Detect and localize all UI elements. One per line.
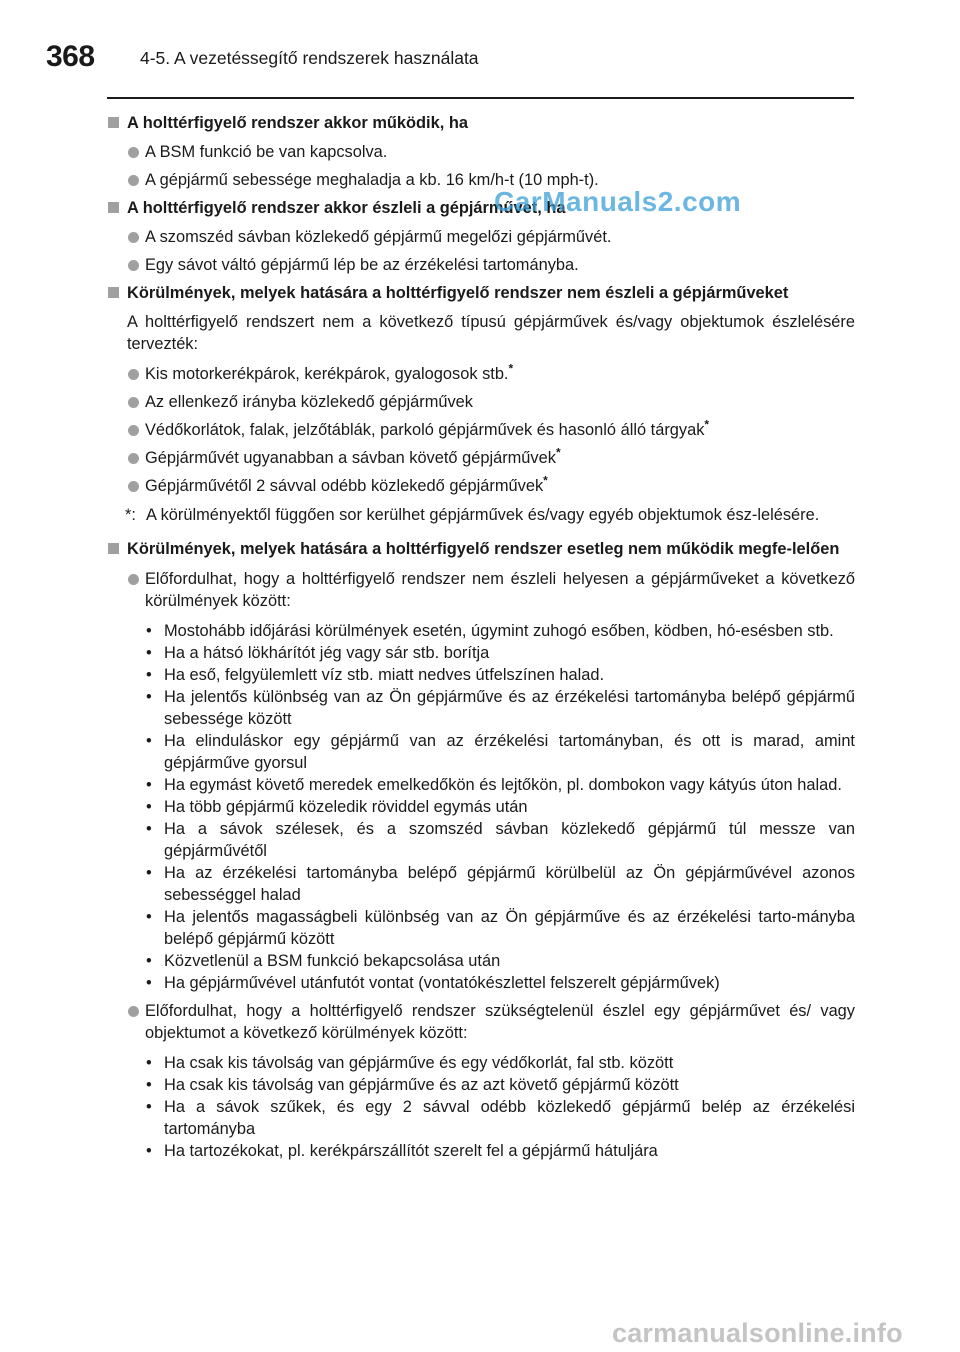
- sub-bullet-mark: •: [146, 974, 152, 992]
- square-marker-icon: [108, 202, 119, 213]
- sub-list-item: • Ha csak kis távolság van gépjárműve és az azt követő gépjármű között: [146, 1076, 679, 1094]
- sub-list-item: • Ha a sávok szűkek, és egy 2 sávval odébb közlekedő gépjármű belép az érzékelési tartományba: [146, 1098, 855, 1138]
- footnote-star: *: [555, 445, 561, 460]
- sub-list-item: • Ha csak kis távolság van gépjárműve és egy védőkorlát, fal stb. között: [146, 1054, 674, 1072]
- sub-bullet-mark: •: [146, 952, 152, 970]
- list-item: Előfordulhat, hogy a holttérfigyelő rendszer szükségtelenül észlel egy gépjárművet és/ vagy objektumot a következő körülmények között:: [107, 1000, 855, 1044]
- bullet-dot-icon: [128, 175, 139, 186]
- footnote: *: A körülményektől függően sor kerülhet gépjárművek és/vagy egyéb objektumok ész-lelésére.: [125, 506, 820, 524]
- sub-bullet-mark: •: [146, 908, 152, 926]
- sub-bullet-mark: •: [146, 1142, 152, 1160]
- sub-list-item: • Ha az érzékelési tartományba belépő gépjármű körülbelül az Ön gépjárművével azonos sebességgel halad: [146, 864, 855, 904]
- square-marker-icon: [108, 543, 119, 554]
- footnote-star: *: [543, 473, 548, 488]
- list-item: A gépjármű sebessége meghaladja a kb. 16 km/h-t (10 mph-t).: [107, 169, 855, 191]
- bullet-dot-icon: [128, 260, 139, 271]
- square-marker-icon: [108, 287, 119, 298]
- page-number: 368: [46, 40, 95, 73]
- list-item: Előfordulhat, hogy a holttérfigyelő rendszer nem észleli helyesen a gépjárműveket a következő körülmények között:: [107, 568, 855, 612]
- sub-bullet-mark: •: [146, 688, 152, 706]
- bullet-dot-icon: [128, 1006, 139, 1017]
- list-item: Kis motorkerékpárok, kerékpárok, gyalogosok stb.*: [107, 363, 855, 385]
- bullet-dot-icon: [128, 147, 139, 158]
- sub-list-item: • Ha a sávok szélesek, és a szomszéd sávban közlekedő gépjármű túl messze van gépjárművétől: [146, 820, 855, 860]
- sub-list-item: • Ha eső, felgyülemlett víz stb. miatt nedves útfelszínen halad.: [146, 666, 605, 684]
- sub-bullet-mark: •: [146, 666, 152, 684]
- list-item: Gépjárművétől 2 sávval odébb közlekedő gépjárművek*: [107, 475, 855, 497]
- sub-bullet-mark: •: [146, 1098, 152, 1116]
- section-heading-not-detected: Körülmények, melyek hatására a holttérfigyelő rendszer nem észleli a gépjárműveket: [107, 282, 855, 304]
- sub-list-item: • Ha elinduláskor egy gépjármű van az érzékelési tartományban, és ott is marad, amint gépjárműve gyorsul: [146, 732, 855, 772]
- section-heading-detection: A holttérfigyelő rendszer akkor észleli a gépjárművet, ha: [107, 197, 855, 219]
- square-marker-icon: [108, 117, 119, 128]
- sub-bullet-mark: •: [146, 776, 152, 794]
- watermark-footer: carmanualsonline.info: [612, 1318, 903, 1348]
- bullet-dot-icon: [128, 369, 139, 380]
- bullet-dot-icon: [128, 232, 139, 243]
- bullet-dot-icon: [128, 397, 139, 408]
- sub-bullet-mark: •: [146, 732, 152, 750]
- bullet-dot-icon: [128, 481, 139, 492]
- bullet-dot-icon: [128, 425, 139, 436]
- header-rule: [107, 97, 854, 99]
- sub-list-item: • Közvetlenül a BSM funkció bekapcsolása után: [146, 952, 501, 970]
- sub-bullet-mark: •: [146, 1054, 152, 1072]
- bullet-dot-icon: [128, 453, 139, 464]
- sub-bullet-mark: •: [146, 820, 152, 838]
- sublist-conditions: [107, 620, 855, 994]
- sub-list-item: • Ha gépjárművével utánfutót vontat (vontatókészlettel felszerelt gépjárművek): [146, 974, 720, 992]
- sub-list-item: • Mostohább időjárási körülmények esetén, úgymint zuhogó esőben, ködben, hó-esésben stb.: [146, 622, 834, 640]
- list-item: A szomszéd sávban közlekedő gépjármű megelőzi gépjárművét.: [107, 226, 855, 248]
- sublist-false-detections: [107, 1052, 855, 1162]
- page-content: [107, 112, 855, 1162]
- watermark-logo: CarManuals2.com: [494, 186, 742, 217]
- footnote-star: *: [704, 417, 710, 432]
- list-item: Gépjárművét ugyanabban a sávban követő gépjárművek*: [107, 447, 855, 469]
- sub-list-item: • Ha jelentős magasságbeli különbség van az Ön gépjárműve és az érzékelési tarto-mányba belépő gépjármű között: [146, 908, 855, 948]
- bullet-dot-icon: [128, 574, 139, 585]
- sub-list-item: • Ha egymást követő meredek emelkedőkön és lejtőkön, pl. dombokon vagy kátyús úton halad.: [146, 776, 842, 794]
- sub-bullet-mark: •: [146, 864, 152, 882]
- sub-list-item: • Ha több gépjármű közeledik röviddel egymás után: [146, 798, 528, 816]
- list-item: Egy sávot váltó gépjármű lép be az érzékelési tartományba.: [107, 254, 855, 276]
- list-item: Az ellenkező irányba közlekedő gépjárművek: [107, 391, 855, 413]
- sub-bullet-mark: •: [146, 798, 152, 816]
- footnote-star: *: [508, 361, 514, 376]
- footnote-mark: *:: [125, 506, 136, 524]
- list-item: A BSM funkció be van kapcsolva.: [107, 141, 855, 163]
- sub-list-item: • Ha a hátsó lökhárítót jég vagy sár stb. borítja: [146, 644, 490, 662]
- chapter-title: 4-5. A vezetéssegítő rendszerek használata: [140, 48, 479, 68]
- sub-list-item: • Ha tartozékokat, pl. kerékpárszállítót szerelt fel a gépjármű hátuljára: [146, 1142, 658, 1160]
- sub-bullet-mark: •: [146, 644, 152, 662]
- sub-list-item: • Ha jelentős különbség van az Ön gépjárműve és az érzékelési tartományba belépő gépjármű sebessége között: [146, 688, 855, 728]
- section-intro: A holttérfigyelő rendszert nem a következő típusú gépjárművek és/vagy objektumok észlelésére tervezték:: [127, 313, 855, 353]
- sub-bullet-mark: •: [146, 622, 152, 640]
- section-heading-operation: A holttérfigyelő rendszer akkor működik, ha: [107, 112, 855, 134]
- list-item: Védőkorlátok, falak, jelzőtáblák, parkoló gépjárművek és hasonló álló tárgyak*: [107, 419, 855, 441]
- section-heading-malfunction: Körülmények, melyek hatására a holttérfigyelő rendszer esetleg nem működik megfe-lelően: [107, 538, 855, 560]
- sub-bullet-mark: •: [146, 1076, 152, 1094]
